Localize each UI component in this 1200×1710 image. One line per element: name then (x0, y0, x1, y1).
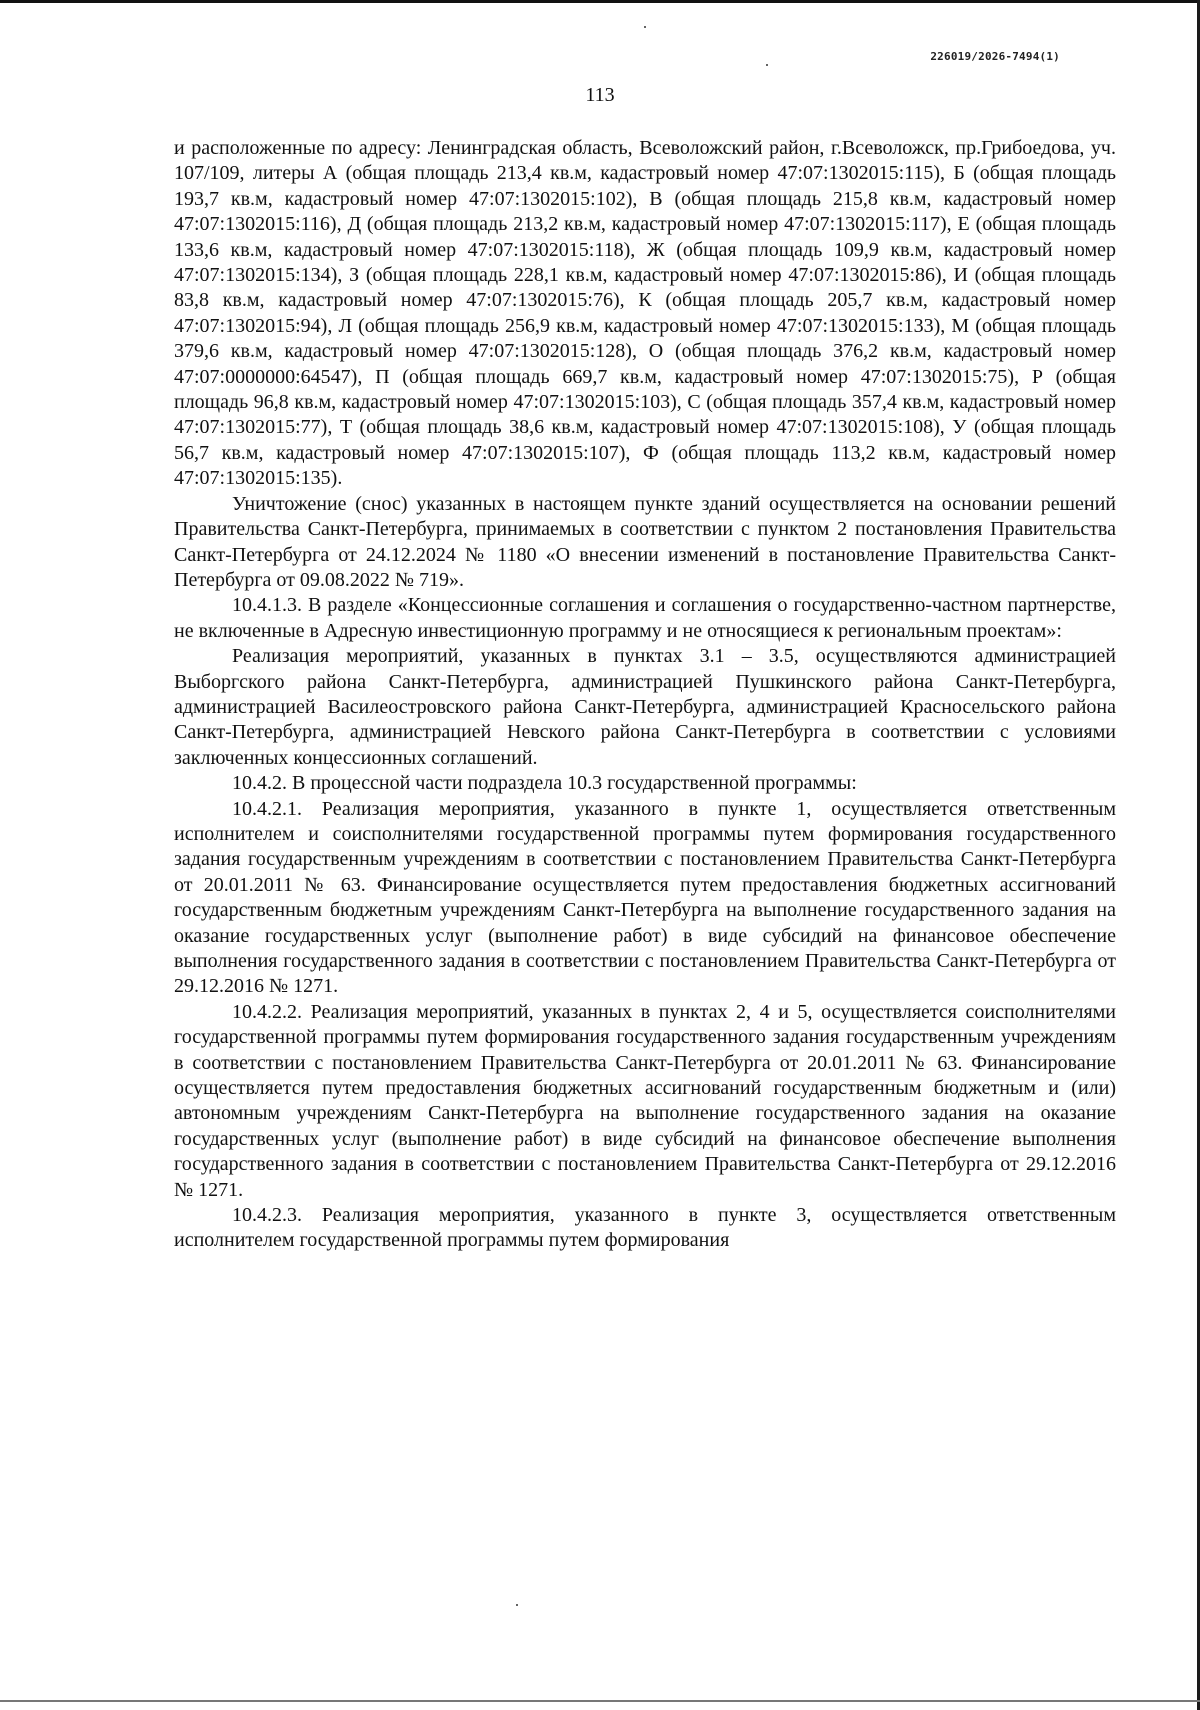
scan-border-top (0, 0, 1200, 3)
paragraph-10-4-2-1: 10.4.2.1. Реализация мероприятия, указанного в пункте 1, осуществляется ответственным исполнителем и соисполнителями государственной программы путем формирования государственного задания государственным учреждениям в соответствии с постановлением Правительства Санкт-Петербурга от 20.01.2011 № 63. Финансирование осуществляется путем предоставления бюджетных ассигнований государственным бюджетным учреждениям Санкт-Петербурга на выполнение государственного задания на оказание государственных услуг (выполнение работ) в виде субсидий на финансовое обеспечение выполнения государственного задания в соответствии с постановлением Правительства Санкт-Петербурга от 29.12.2016 № 1271. (174, 797, 1116, 998)
scan-speck (766, 64, 768, 66)
paragraph-concession-agreements: Реализация мероприятий, указанных в пунктах 3.1 – 3.5, осуществляются администрацией Выборгского района Санкт-Петербурга, администрацией Пушкинского района Санкт-Петербурга, администрацией Василеостровского района Санкт-Петербурга, администрацией Красносельского района Санкт-Петербурга, администрацией Невского района Санкт-Петербурга в соответствии с условиями заключенных концессионных соглашений. (174, 645, 1116, 769)
page-number: 113 (585, 84, 615, 106)
paragraph-10-4-2-2: 10.4.2.2. Реализация мероприятий, указанных в пунктах 2, 4 и 5, осуществляется соисполнителями государственной программы путем формирования государственного задания государственным учреждениям в соответствии с постановлением Правительства Санкт-Петербурга от 20.01.2011 № 63. Финансирование осуществляется путем предоставления бюджетных ассигнований государственным бюджетным и (или) автономным учреждениям Санкт-Петербурга на выполнение государственного задания на оказание государственных услуг (выполнение работ) в виде субсидий на финансовое обеспечение выполнения государственного задания в соответствии с постановлением Правительства Санкт-Петербурга от 29.12.2016 № 1271. (174, 1000, 1116, 1201)
document-reference-number: 226019/2026-7494(1) (930, 50, 1060, 63)
paragraph-building-list: и расположенные по адресу: Ленинградская область, Всеволожский район, г.Всеволожск, пр.Грибоедова, уч. 107/109, литеры А (общая площадь 213,4 кв.м, кадастровый номер 47:07:1302015:115), Б (общая площадь 193,7 кв.м, кадастровый номер 47:07:1302015:102), В (общая площадь 215,8 кв.м, кадастровый номер 47:07:1302015:116), Д (общая площадь 213,2 кв.м, кадастровый номер 47:07:1302015:117), Е (общая площадь 133,6 кв.м, кадастровый номер 47:07:1302015:118), Ж (общая площадь 109,9 кв.м, кадастровый номер 47:07:1302015:134), З (общая площадь 228,1 кв.м, кадастровый номер 47:07:1302015:86), И (общая площадь 83,8 кв.м, кадастровый номер 47:07:1302015:76), К (общая площадь 205,7 кв.м, кадастровый номер 47:07:1302015:94), Л (общая площадь 256,9 кв.м, кадастровый номер 47:07:1302015:133), М (общая площадь 379,6 кв.м, кадастровый номер 47:07:1302015:128), О (общая площадь 376,2 кв.м, кадастровый номер 47:07:0000000:64547), П (общая площадь 669,7 кв.м, кадастровый номер 47:07:1302015:75), Р (общая площадь 96,8 кв.м, кадастровый номер 47:07:1302015:103), С (общая площадь 357,4 кв.м, кадастровый номер 47:07:1302015:77), Т (общая площадь 38,6 кв.м, кадастровый номер 47:07:1302015:108), У (общая площадь 56,7 кв.м, кадастровый номер 47:07:1302015:107), Ф (общая площадь 113,2 кв.м, кадастровый номер 47:07:1302015:135). (174, 137, 1116, 490)
scan-speck (644, 26, 646, 28)
document-body (174, 136, 1116, 1254)
paragraph-10-4-2-3: 10.4.2.3. Реализация мероприятия, указанного в пункте 3, осуществляется ответственным исполнителем государственной программы путем формирования (174, 1204, 1116, 1252)
paragraph-10-4-1-3: 10.4.1.3. В разделе «Концессионные соглашения и соглашения о государственно-частном партнерстве, не включенные в Адресную инвестиционную программу и не относящиеся к региональным проектам»: (174, 594, 1116, 642)
paragraph-10-4-2: 10.4.2. В процессной части подраздела 10.3 государственной программы: (232, 772, 857, 795)
paragraph-demolition: Уничтожение (снос) указанных в настоящем пункте зданий осуществляется на основании решений Правительства Санкт-Петербурга, принимаемых в соответствии с пунктом 2 постановления Правительства Санкт-Петербурга от 24.12.2024 № 1180 «О внесении изменений в постановление Правительства Санкт-Петербурга от 09.08.2022 № 719». (174, 492, 1116, 591)
scan-border-bottom (0, 1700, 1200, 1702)
scan-speck (516, 1604, 518, 1606)
